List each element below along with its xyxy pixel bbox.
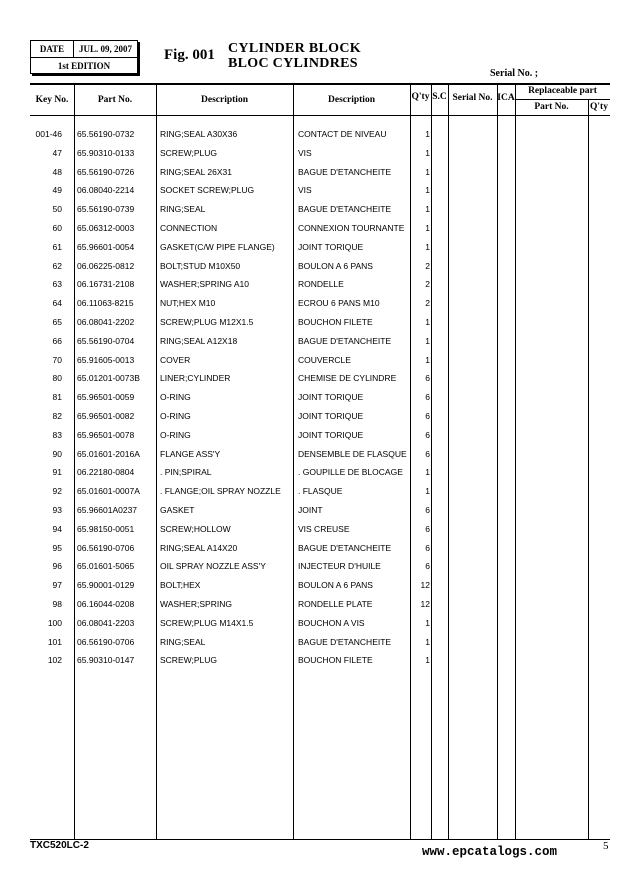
part-no-cell: 65.01601-0007A [77,486,140,497]
description-fr-cell: VIS [298,147,312,158]
description-fr-cell: BOUCHON A VIS [298,617,365,628]
part-no-cell: 65.56190-0739 [77,204,135,215]
qty-cell: 2 [425,260,430,271]
part-no-cell: 65.96501-0078 [77,429,135,440]
page-number: 5 [603,840,609,852]
qty-cell: 2 [425,279,430,290]
key-no-cell: 64 [52,298,62,309]
description-cell: RING;SEAL [160,636,206,647]
table-row [30,125,610,144]
table-row [30,219,610,238]
part-no-cell: 65.90310-0133 [77,147,135,158]
part-no-cell: 65.96601-0054 [77,241,135,252]
description-fr-cell: JOINT TORIQUE [298,241,364,252]
description-fr-cell: JOINT TORIQUE [298,429,364,440]
qty-cell: 1 [425,223,430,233]
part-no-cell: 65.01601-5065 [77,561,135,572]
header-ica: ICA [497,93,515,103]
description-cell: O-RING [160,411,191,421]
header-replaceable-part: Replaceable part [528,86,597,96]
qty-cell: 12 [420,599,430,609]
key-no-cell: 101 [47,636,62,647]
qty-cell: 1 [425,129,430,139]
table-row [30,163,610,182]
qty-cell: 6 [425,411,430,421]
description-fr-cell: BAGUE D'ETANCHEITE [298,166,392,177]
description-fr-cell: JOINT [298,505,323,515]
key-no-cell: 80 [52,373,62,384]
description-fr-cell: JOINT TORIQUE [298,411,364,421]
table-row [30,576,610,595]
qty-cell: 1 [425,166,430,177]
header-description-fr: Description [328,95,375,105]
key-no-cell: 90 [52,448,62,459]
parts-table [30,83,610,840]
part-no-cell: 06.22180-0804 [77,467,135,478]
key-no-cell: 100 [47,617,62,628]
header-qty: Q'ty [411,92,430,102]
description-fr-cell: CHEMISE DE CYLINDRE [298,373,397,384]
description-cell: NUT;HEX M10 [160,298,216,309]
qty-cell: 6 [425,429,430,440]
qty-cell: 6 [425,561,430,572]
part-no-cell: 65.06312-0003 [77,223,135,233]
description-cell: O-RING [160,429,191,440]
part-no-cell: 06.16044-0208 [77,599,135,609]
key-no-cell: 96 [52,561,62,572]
description-cell: SCREW;PLUG [160,147,217,158]
qty-cell: 1 [425,655,430,666]
description-cell: SCREW;PLUG M14X1.5 [160,617,254,628]
table-row [30,445,610,464]
qty-cell: 6 [425,373,430,384]
header-description: Description [201,95,248,105]
header-sc: S.C [432,92,447,102]
header-part-no: Part No. [97,95,133,105]
description-cell: RING;SEAL A30X36 [160,129,238,139]
part-no-cell: 65.96601A0237 [77,505,138,515]
qty-cell: 1 [425,185,430,196]
qty-cell: 6 [425,523,430,534]
description-fr-cell: RONDELLE [298,279,344,290]
description-fr-cell: . FLASQUE [298,486,343,497]
qty-cell: 12 [420,580,430,591]
key-no-cell: 97 [52,580,62,591]
table-row [30,501,610,520]
part-no-cell: 06.11063-8215 [77,298,134,309]
description-fr-cell: CONNEXION TOURNANTE [298,223,405,233]
table-row [30,369,610,388]
description-cell: RING;SEAL [160,204,206,215]
description-fr-cell: BAGUE D'ETANCHEITE [298,542,392,553]
qty-cell: 6 [425,505,430,515]
table-row [30,388,610,407]
description-cell: OIL SPRAY NOZZLE ASS'Y [160,561,266,572]
table-row [30,275,610,294]
description-cell: SOCKET SCREW;PLUG [160,185,255,196]
key-no-cell: 95 [52,542,62,553]
description-cell: RING;SEAL 26X31 [160,166,232,177]
footer-url: www.epcatalogs.com [422,845,558,859]
description-cell: CONNECTION [160,223,218,233]
key-no-cell: 93 [52,505,62,515]
header-serial-no: Serial No. [452,93,493,103]
key-no-cell: 50 [52,204,62,215]
part-no-cell: 06.08041-2202 [77,317,135,327]
key-no-cell: 61 [52,241,62,252]
description-fr-cell: COUVERCLE [298,354,351,365]
description-cell: WASHER;SPRING A10 [160,279,249,290]
table-row [30,520,610,539]
part-no-cell: 65.01201-0073B [77,373,140,384]
part-no-cell: 06.56190-0706 [77,636,135,647]
date-edition-box [30,40,138,74]
description-fr-cell: ECROU 6 PANS M10 [298,298,380,309]
qty-cell: 1 [425,354,430,365]
table-row [30,294,610,313]
description-cell: BOLT;HEX [160,580,201,591]
key-no-cell: 60 [52,223,62,233]
title-english: CYLINDER BLOCK [228,41,361,56]
part-no-cell: 65.01601-2016A [77,448,140,459]
qty-cell: 6 [425,448,430,459]
table-row [30,144,610,163]
key-no-cell: 66 [52,335,62,346]
qty-cell: 1 [425,617,430,628]
key-no-cell: 70 [52,354,62,365]
key-no-cell: 63 [52,279,62,290]
description-fr-cell: DENSEMBLE DE FLASQUE [298,448,407,459]
table-row [30,463,610,482]
description-cell: GASKET(C/W PIPE FLANGE) [160,241,275,252]
table-row [30,200,610,219]
part-no-cell: 06.06225-0812 [77,260,135,271]
description-fr-cell: BOULON A 6 PANS [298,580,373,591]
header-replaceable-part-no: Part No. [534,102,569,112]
table-row [30,407,610,426]
table-row [30,313,610,332]
qty-cell: 1 [425,486,430,497]
description-fr-cell: VIS CREUSE [298,523,350,534]
description-fr-cell: BOULON A 6 PANS [298,260,373,271]
description-cell: SCREW;HOLLOW [160,523,231,534]
description-fr-cell: CONTACT DE NIVEAU [298,129,387,139]
date-label: DATE [31,41,74,57]
part-no-cell: 06.08041-2203 [77,617,135,628]
description-fr-cell: BOUCHON FILETE [298,655,373,666]
description-cell: WASHER;SPRING [160,599,232,609]
description-fr-cell: BOUCHON FILETE [298,317,373,327]
table-row [30,557,610,576]
part-no-cell: 65.91605-0013 [77,354,135,365]
table-row [30,351,610,370]
table-row [30,651,610,670]
key-no-cell: 91 [52,467,62,478]
figure-number: Fig. 001 [164,47,215,63]
key-no-cell: 65 [52,317,62,327]
qty-cell: 1 [425,335,430,346]
part-no-cell: 65.90001-0129 [77,580,135,591]
part-no-cell: 65.96501-0059 [77,392,135,403]
qty-cell: 1 [425,317,430,327]
part-no-cell: 65.98150-0051 [77,523,135,534]
description-cell: RING;SEAL A12X18 [160,335,238,346]
description-fr-cell: INJECTEUR D'HUILE [298,561,381,572]
edition-label: 1st EDITION [57,61,111,71]
qty-cell: 2 [425,298,430,309]
serial-number-label: Serial No. ; [490,68,539,79]
table-row [30,614,610,633]
part-no-cell: 65.56190-0704 [77,335,135,346]
table-row [30,181,610,200]
description-fr-cell: JOINT TORIQUE [298,392,364,403]
header-replaceable-qty: Q'ty [590,102,608,112]
description-fr-cell: VIS [298,185,312,196]
qty-cell: 6 [425,542,430,553]
key-no-cell: 94 [52,523,62,534]
date-value: JUL. 09, 2007 [78,44,132,54]
key-no-cell: 47 [52,147,62,158]
table-row [30,332,610,351]
header-divider [30,115,610,116]
description-cell: O-RING [160,392,191,403]
qty-cell: 1 [425,241,430,252]
key-no-cell: 82 [52,411,62,421]
description-cell: RING;SEAL A14X20 [160,542,238,553]
qty-cell: 6 [425,392,430,403]
key-no-cell: 62 [52,260,62,271]
key-no-cell: 001-46 [35,129,62,139]
description-cell: . PIN;SPIRAL [160,467,212,478]
key-no-cell: 98 [52,599,62,609]
part-no-cell: 65.56190-0732 [77,129,135,139]
table-row [30,482,610,501]
part-no-cell: 65.96501-0082 [77,411,135,421]
key-no-cell: 49 [52,185,62,196]
qty-cell: 1 [425,204,430,215]
table-row [30,426,610,445]
description-fr-cell: BAGUE D'ETANCHEITE [298,335,392,346]
description-fr-cell: . GOUPILLE DE BLOCAGE [298,467,403,478]
qty-cell: 1 [425,147,430,158]
table-row [30,539,610,558]
key-no-cell: 92 [52,486,62,497]
footer-model-number: TXC520LC-2 [30,840,89,851]
table-row [30,238,610,257]
description-cell: SCREW;PLUG [160,655,217,666]
header-key-no: Key No. [35,95,69,105]
table-row [30,257,610,276]
qty-cell: 1 [425,467,430,478]
description-fr-cell: BAGUE D'ETANCHEITE [298,636,392,647]
replaceable-divider [515,99,610,100]
description-fr-cell: RONDELLE PLATE [298,599,373,609]
key-no-cell: 48 [52,166,62,177]
key-no-cell: 81 [52,392,62,403]
title-french: BLOC CYLINDRES [228,56,358,71]
description-cell: GASKET [160,505,195,515]
description-cell: LINER;CYLINDER [160,373,231,384]
table-row [30,595,610,614]
part-no-cell: 65.90310-0147 [77,655,135,666]
description-cell: FLANGE ASS'Y [160,448,221,459]
part-no-cell: 06.16731-2108 [77,279,135,290]
part-no-cell: 06.56190-0706 [77,542,135,553]
qty-cell: 1 [425,636,430,647]
table-row [30,633,610,652]
description-cell: SCREW;PLUG M12X1.5 [160,317,254,327]
part-no-cell: 06.08040-2214 [77,185,135,196]
key-no-cell: 83 [52,429,62,440]
part-no-cell: 65.56190-0726 [77,166,135,177]
description-cell: . FLANGE;OIL SPRAY NOZZLE [160,486,281,497]
description-cell: BOLT;STUD M10X50 [160,260,241,271]
description-cell: COVER [160,354,191,365]
key-no-cell: 102 [47,655,62,666]
description-fr-cell: BAGUE D'ETANCHEITE [298,204,392,215]
